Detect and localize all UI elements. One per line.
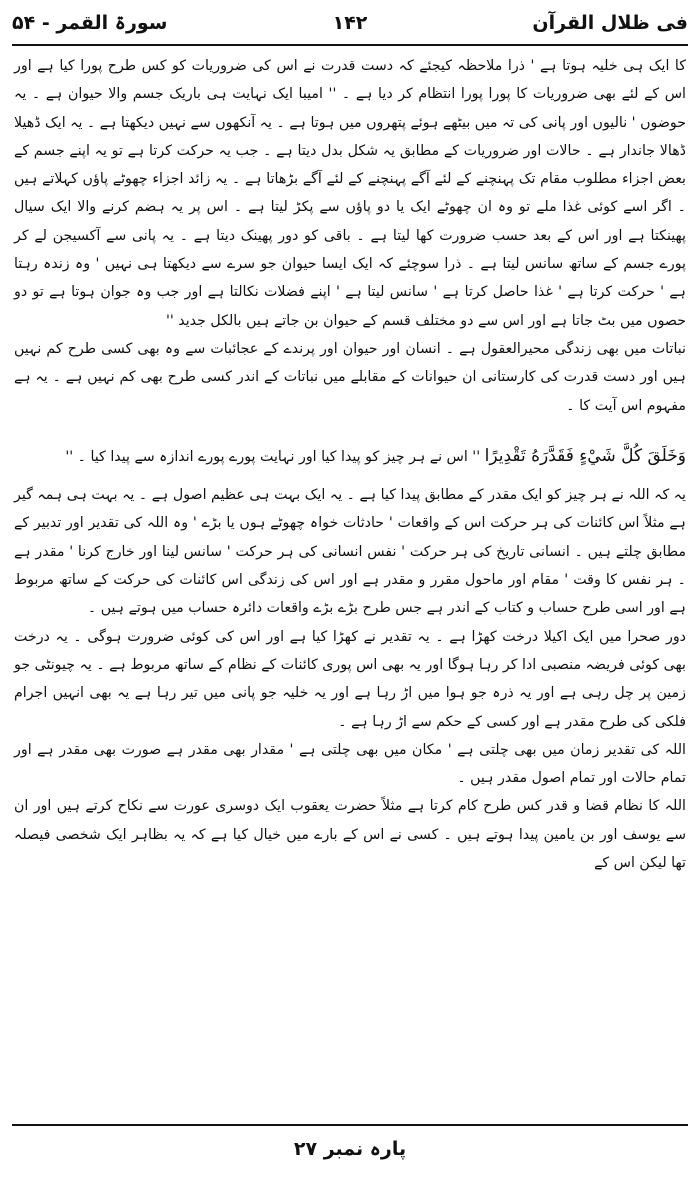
footer-divider [12,1124,688,1126]
paragraph-3: یہ کہ اللہ نے ہر چیز کو ایک مقدر کے مطابق پیدا کیا ہے ۔ یہ ایک بہت ہی عظیم اصول ہے ۔ یہ بہت ہی ہمہ گیر ہے مثلاً اس کائنات کی ہر حرکت اس کے واقعات ' حادثات خواہ چھوٹے ہوں یا بڑے ' وہ اللہ کی تقدیر اور تدبیر کے مطابق چلتے ہیں ۔ انسانی تاریخ کی ہر حرکت ' نفس انسانی کی ہر حرکت ' سانس لینا اور خارج کرنا ' مقدر ہے ۔ ہر نفس کا وقت ' مقام اور ماحول مقرر و مقدر ہے اور اس کی زندگی اس کائنات کی حرکت کے ساتھ مربوط ہے اور اسی طرح حساب و کتاب کے اندر ہے جس طرح بڑے بڑے واقعات دائرہ حساب میں ہوتے ہیں ۔ [14,487,686,617]
spacer [14,471,686,481]
spacer [14,420,686,442]
verse-translation: '' اس نے ہر چیز کو پیدا کیا اور نہایت پورے پورے اندازہ سے پیدا کیا ۔ '' [65,448,485,465]
verse-block [14,442,686,471]
header-divider [12,44,688,46]
paragraph-2: نباتات میں بھی زندگی محیرالعقول ہے ۔ انسان اور حیوان اور پرندے کے عجائبات سے وہ بھی کسی طرح کم نہیں ہیں اور دست قدرت کی کارستانی ان حیوانات کے مقابلے میں نباتات کے اندر کسی طرح بھی کم نہیں ہے ۔ یہ ہے مفہوم اس آیت کا ۔ [14,340,686,414]
paragraph-6: اللہ کا نظام قضا و قدر کس طرح کام کرتا ہے مثلاً حضرت یعقوب ایک دوسری عورت سے نکاح کرتے ہیں اور ان سے یوسف اور بن یامین پیدا ہوتے ہیں ۔ کسی نے اس کے بارے میں خیال کیا ہے کہ یہ بظاہر ایک شخصی فیصلہ تھا لیکن اس کے [14,798,686,872]
page-header [12,8,688,40]
page-number: ۱۴۲ [332,12,368,34]
paragraph-1: کا ایک ہی خلیہ ہوتا ہے ' ذرا ملاحظہ کیجئے کہ دست قدرت نے اس کی ضروریات کو کس طرح پورا کیا ہے اور اس کے لئے بھی ضروریات کا پورا پورا انتظام کر دیا ہے ۔ '' امیبا ایک نہایت ہی باریک جسم والا حیوان ہے ۔ یہ حوضوں ' نالیوں اور پانی کی تہ میں بیٹھے ہوئے پتھروں میں ہوتا ہے ۔ یہ آنکھوں سے نہیں دیکھتا ہے ۔ یہ ایک ڈھیلا ڈھالا جاندار ہے ۔ حالات اور ضروریات کے مطابق یہ شکل بدل دیتا ہے ۔ جب یہ حرکت کرتا ہے تو یہ اپنے جسم کے بعض اجزاء مطلوب مقام تک پہنچنے کے لئے آگے پہنچنے کے لئے آگے بڑھاتا ہے ۔ یہ زائد اجزاء چھوٹے پاؤں کہلاتے ہیں ۔ اگر اسے کوئی غذا ملے تو وہ ان چھوٹے ایک یا دو پاؤں سے پکڑ لیتا ہے ۔ اس پر یہ ہضم کرنے والا ایک سیال پھینکتا ہے اور اس کے بعد حسب ضرورت کھا لیتا ہے ۔ باقی کو دور پھینک دیتا ہے ۔ یہ پانی سے آکسیجن لے کر پورے جسم کے ساتھ سانس لیتا ہے ۔ ذرا سوچئے کہ ایک ایسا حیوان جو سرے سے دیکھتا ہی نہیں ' وہ زندہ رہتا ہے ' حرکت کرتا ہے ' غذا حاصل کرتا ہے ' سانس لیتا ہے ' اپنے فضلات نکالتا ہے اور جب وہ جوان ہوتا ہے تو دو حصوں میں بٹ جاتا ہے اور اس سے دو مختلف قسم کے حیوان بن جاتے ہیں بالکل جدید '' [14,58,686,329]
paragraph-4: دور صحرا میں ایک اکیلا درخت کھڑا ہے ۔ یہ تقدیر نے کھڑا کیا ہے اور اس کی کوئی ضرورت ہوگی ۔ یہ درخت بھی کوئی فریضہ منصبی ادا کر رہا ہوگا اور یہ بھی اس پوری کائنات کے نظام کے ساتھ مربوط ہے ۔ یہ چیونٹی جو زمین پر چل رہی ہے اور یہ ذرہ جو ہوا میں اڑ رہا ہے اور یہ خلیہ جو پانی میں تیر رہا ہے یہ بھی انہیں اجرام فلکی کی طرح مقدر ہے اور کسی کے حکم سے اڑ رہا ہے ۔ [14,628,686,730]
surah-title: سورۃ القمر - ۵۴ [12,12,168,34]
book-title: فی ظلال القرآن [532,12,688,34]
paragraph-5: اللہ کی تقدیر زمان میں بھی چلتی ہے ' مکان میں بھی چلتی ہے ' مقدار بھی مقدر ہے صورت بھی مقدر ہے اور تمام حالات اور تمام اصول مقدر ہیں ۔ [14,741,686,787]
page-body [14,52,686,877]
verse-arabic: وَخَلَقَ كُلَّ شَيْءٍ فَقَدَّرَهُ تَقْدِيرًا [484,445,686,466]
para-label: پارہ نمبر ۲۷ [293,1138,407,1160]
